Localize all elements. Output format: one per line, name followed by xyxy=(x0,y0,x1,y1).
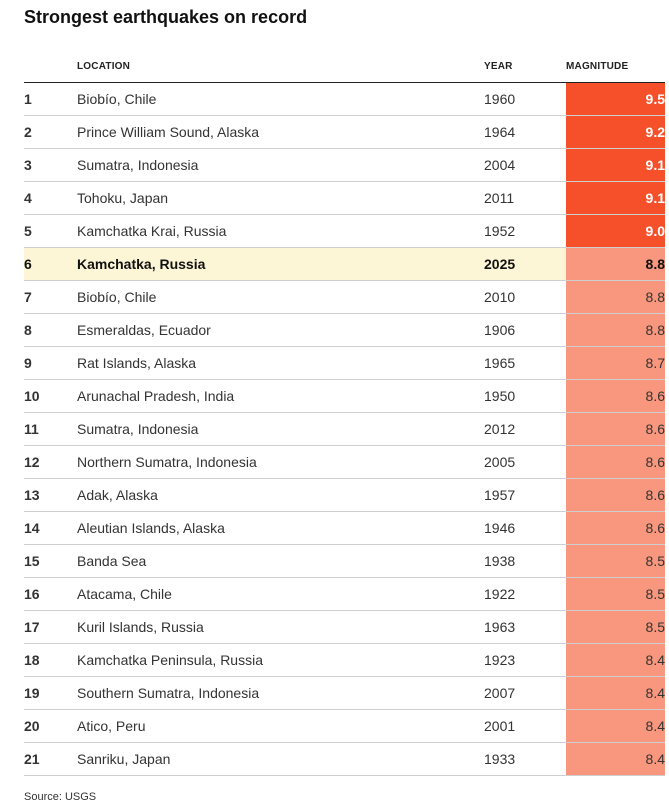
magnitude-cell: 8.8 xyxy=(566,281,665,314)
year-cell: 1965 xyxy=(484,347,565,380)
year-cell: 1960 xyxy=(484,83,565,116)
magnitude-cell: 8.6 xyxy=(566,446,665,479)
magnitude-cell: 8.6 xyxy=(566,380,665,413)
rank-cell: 1 xyxy=(24,83,77,116)
magnitude-cell: 8.5 xyxy=(566,578,665,611)
year-cell: 1946 xyxy=(484,512,565,545)
chart-title: Strongest earthquakes on record xyxy=(24,7,308,27)
table-row xyxy=(24,281,665,314)
rank-cell: 11 xyxy=(24,413,77,446)
table-row xyxy=(24,710,665,743)
magnitude-cell: 8.6 xyxy=(566,479,665,512)
magnitude-cell: 9.1 xyxy=(566,182,665,215)
location-cell: Sanriku, Japan xyxy=(77,743,484,776)
rank-cell: 17 xyxy=(24,611,77,644)
table-row xyxy=(24,248,665,281)
rank-cell: 10 xyxy=(24,380,77,413)
magnitude-cell: 8.8 xyxy=(566,314,665,347)
location-cell: Biobío, Chile xyxy=(77,281,484,314)
location-cell: Esmeraldas, Ecuador xyxy=(77,314,484,347)
magnitude-cell: 9.0 xyxy=(566,215,665,248)
table-row xyxy=(24,446,665,479)
rank-cell: 4 xyxy=(24,182,77,215)
location-cell: Kamchatka Krai, Russia xyxy=(77,215,484,248)
header-row xyxy=(24,50,665,83)
source-note: Source: USGS xyxy=(24,791,97,803)
rank-cell: 8 xyxy=(24,314,77,347)
table-row xyxy=(24,314,665,347)
year-cell: 2012 xyxy=(484,413,565,446)
table-row xyxy=(24,644,665,677)
table-row xyxy=(24,149,665,182)
location-cell: Arunachal Pradesh, India xyxy=(77,380,484,413)
year-cell: 1952 xyxy=(484,215,565,248)
magnitude-cell: 8.5 xyxy=(566,545,665,578)
magnitude-cell: 9.5 xyxy=(566,83,665,116)
rank-cell: 13 xyxy=(24,479,77,512)
year-cell: 1906 xyxy=(484,314,565,347)
location-cell: Adak, Alaska xyxy=(77,479,484,512)
location-cell: Kuril Islands, Russia xyxy=(77,611,484,644)
year-cell: 2001 xyxy=(484,710,565,743)
table-row xyxy=(24,413,665,446)
magnitude-cell: 8.6 xyxy=(566,512,665,545)
magnitude-cell: 8.6 xyxy=(566,413,665,446)
location-cell: Kamchatka, Russia xyxy=(77,248,484,281)
table-row xyxy=(24,578,665,611)
year-cell: 2005 xyxy=(484,446,565,479)
rank-cell: 16 xyxy=(24,578,77,611)
magnitude-cell: 9.2 xyxy=(566,116,665,149)
location-header: LOCATION xyxy=(77,50,484,83)
table-row xyxy=(24,347,665,380)
table-row xyxy=(24,182,665,215)
table-row xyxy=(24,677,665,710)
year-cell: 1938 xyxy=(484,545,565,578)
year-cell: 1933 xyxy=(484,743,565,776)
rank-cell: 12 xyxy=(24,446,77,479)
year-cell: 2011 xyxy=(484,182,565,215)
table-row xyxy=(24,83,665,116)
magnitude-cell: 8.4 xyxy=(566,644,665,677)
magnitude-cell: 8.7 xyxy=(566,347,665,380)
rank-header xyxy=(24,50,77,83)
rank-cell: 18 xyxy=(24,644,77,677)
location-cell: Sumatra, Indonesia xyxy=(77,413,484,446)
year-cell: 1922 xyxy=(484,578,565,611)
table-row xyxy=(24,116,665,149)
rank-cell: 14 xyxy=(24,512,77,545)
year-cell: 2007 xyxy=(484,677,565,710)
rank-cell: 3 xyxy=(24,149,77,182)
magnitude-cell: 9.1 xyxy=(566,149,665,182)
rank-cell: 2 xyxy=(24,116,77,149)
table-body xyxy=(24,83,665,776)
magnitude-cell: 8.4 xyxy=(566,677,665,710)
table-row xyxy=(24,512,665,545)
rank-cell: 5 xyxy=(24,215,77,248)
magnitude-cell: 8.5 xyxy=(566,611,665,644)
magnitude-cell: 8.4 xyxy=(566,743,665,776)
year-cell: 2025 xyxy=(484,248,565,281)
table-row xyxy=(24,215,665,248)
rank-cell: 7 xyxy=(24,281,77,314)
location-cell: Sumatra, Indonesia xyxy=(77,149,484,182)
location-cell: Prince William Sound, Alaska xyxy=(77,116,484,149)
year-cell: 1950 xyxy=(484,380,565,413)
location-cell: Southern Sumatra, Indonesia xyxy=(77,677,484,710)
location-cell: Northern Sumatra, Indonesia xyxy=(77,446,484,479)
magnitude-cell: 8.4 xyxy=(566,710,665,743)
table-row xyxy=(24,380,665,413)
year-header: YEAR xyxy=(484,50,565,83)
location-cell: Biobío, Chile xyxy=(77,83,484,116)
rank-cell: 6 xyxy=(24,248,77,281)
rank-cell: 9 xyxy=(24,347,77,380)
location-cell: Atico, Peru xyxy=(77,710,484,743)
magnitude-header: MAGNITUDE xyxy=(566,50,665,83)
table-row xyxy=(24,479,665,512)
year-cell: 1923 xyxy=(484,644,565,677)
rank-cell: 19 xyxy=(24,677,77,710)
location-cell: Tohoku, Japan xyxy=(77,182,484,215)
location-cell: Kamchatka Peninsula, Russia xyxy=(77,644,484,677)
year-cell: 2004 xyxy=(484,149,565,182)
rank-cell: 20 xyxy=(24,710,77,743)
location-cell: Rat Islands, Alaska xyxy=(77,347,484,380)
location-cell: Atacama, Chile xyxy=(77,578,484,611)
rank-cell: 21 xyxy=(24,743,77,776)
location-cell: Banda Sea xyxy=(77,545,484,578)
year-cell: 1957 xyxy=(484,479,565,512)
earthquake-table xyxy=(24,50,665,776)
table-row xyxy=(24,545,665,578)
table-row xyxy=(24,611,665,644)
location-cell: Aleutian Islands, Alaska xyxy=(77,512,484,545)
year-cell: 1964 xyxy=(484,116,565,149)
magnitude-cell: 8.8 xyxy=(566,248,665,281)
table-row xyxy=(24,743,665,776)
year-cell: 2010 xyxy=(484,281,565,314)
year-cell: 1963 xyxy=(484,611,565,644)
rank-cell: 15 xyxy=(24,545,77,578)
